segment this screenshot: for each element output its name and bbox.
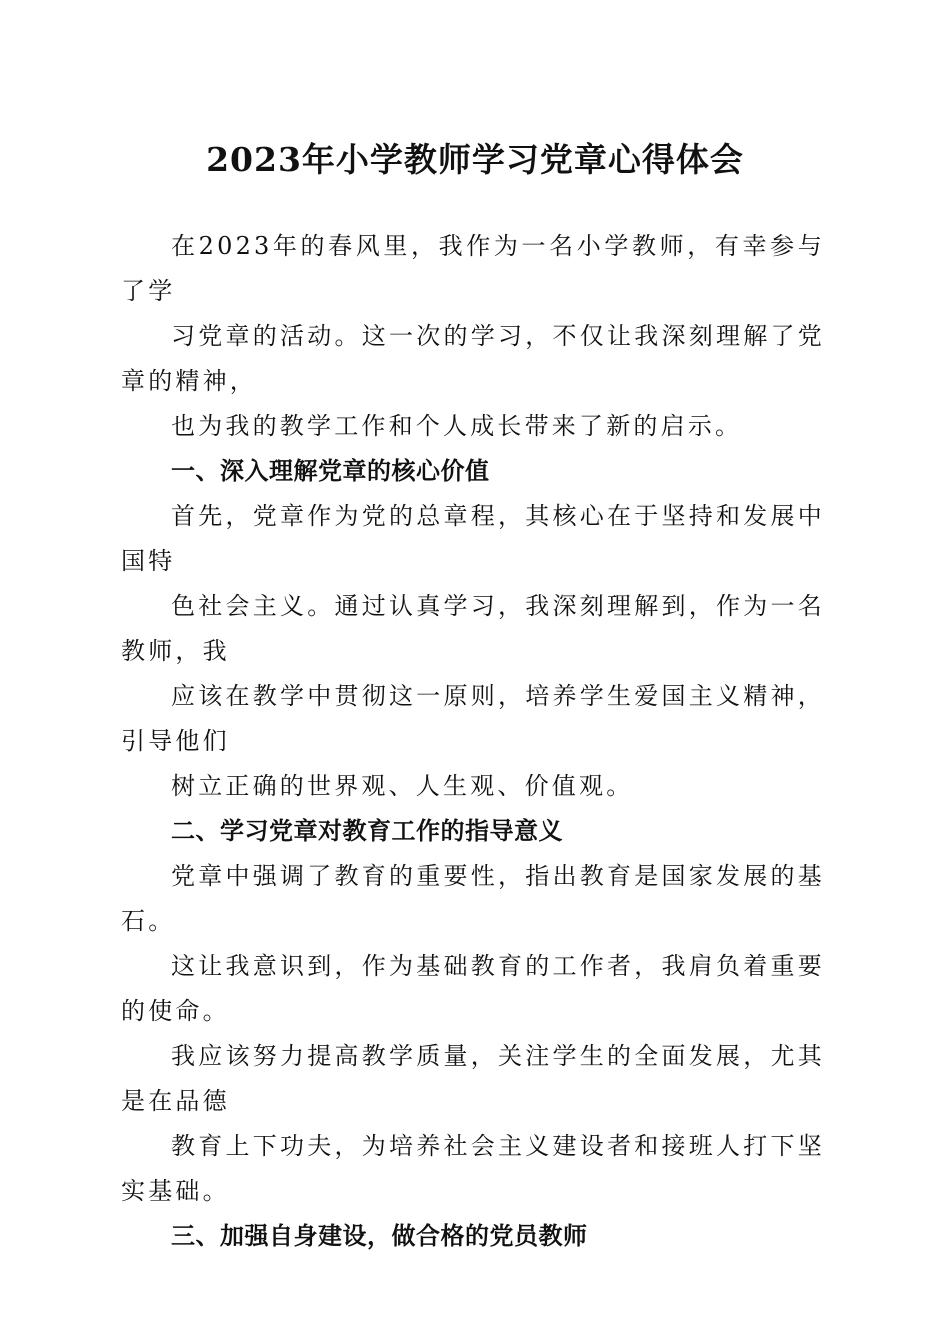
- paragraph-line: 应该在教学中贯彻这一原则，培养学生爱国主义精神，引导他们: [121, 682, 825, 755]
- paragraph-line: 色社会主义。通过认真学习，我深刻理解到，作为一名教师，我: [121, 592, 825, 665]
- paragraph-line: 首先，党章作为党的总章程，其核心在于坚持和发展中国特: [121, 502, 825, 575]
- section-heading-3: 三、加强自身建设，做合格的党员教师: [171, 1222, 588, 1250]
- paragraph-line: 树立正确的世界观、人生观、价值观。: [171, 772, 634, 800]
- paragraph-line: 党章中强调了教育的重要性，指出教育是国家发展的基石。: [121, 862, 825, 935]
- document-body: [121, 224, 825, 1259]
- paragraph-line: 这让我意识到，作为基础教育的工作者，我肩负着重要的使命。: [121, 952, 825, 1025]
- paragraph-line: 在2023年的春风里，我作为一名小学教师，有幸参与了学: [121, 232, 825, 305]
- paragraph-line: 我应该努力提高教学质量，关注学生的全面发展，尤其是在品德: [121, 1042, 825, 1115]
- section-heading-1: 一、深入理解党章的核心价值: [171, 457, 490, 485]
- paragraph-line: 也为我的教学工作和个人成长带来了新的启示。: [171, 412, 743, 440]
- paragraph-line: 教育上下功夫，为培养社会主义建设者和接班人打下坚实基础。: [121, 1132, 825, 1205]
- section-heading-2: 二、学习党章对教育工作的指导意义: [171, 817, 563, 845]
- document-title: 2023年小学教师学习党章心得体会: [206, 140, 744, 179]
- paragraph-line: 习党章的活动。这一次的学习，不仅让我深刻理解了党章的精神，: [121, 322, 825, 395]
